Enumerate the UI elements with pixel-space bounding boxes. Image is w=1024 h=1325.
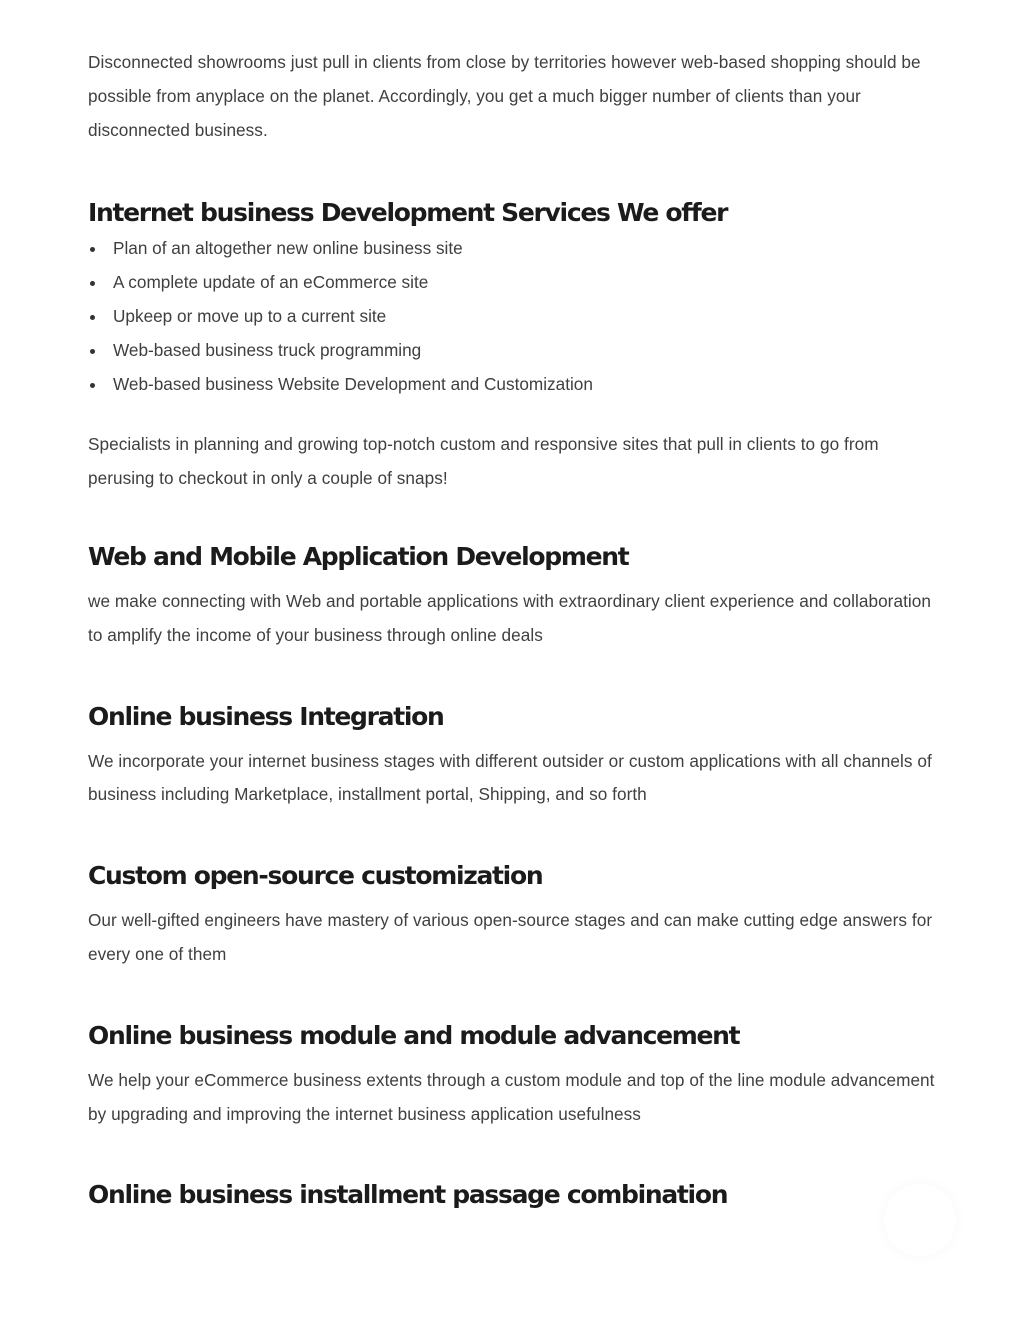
bullet-icon [90,247,95,252]
article-content [88,46,938,1212]
open-source-heading: Custom open-source customization [88,861,543,891]
bullet-icon [90,349,95,354]
list-item [88,266,938,300]
scroll-to-top-button[interactable] [884,1184,956,1256]
list-item [88,334,938,368]
services-list [88,232,938,401]
list-item [88,300,938,334]
module-heading: Online business module and module advancement [88,1020,740,1050]
integration-paragraph: We incorporate your internet business stages with different outsider or custom applications with all channels of business including Marketplace, installment portal, Shipping, and so forth [88,750,932,805]
list-item [88,232,938,266]
bullet-icon [90,315,95,320]
list-item-text: A complete update of an eCommerce site [113,272,429,293]
list-item-text: Web-based business Website Development and Customization [113,373,593,394]
list-item-text: Upkeep or move up to a current site [113,305,387,326]
integration-heading: Online business Integration [88,701,444,731]
web-mobile-heading: Web and Mobile Application Development [88,541,629,571]
list-item [88,368,938,402]
web-mobile-paragraph: we make connecting with Web and portable applications with extraordinary client experience and collaboration to amplify the income of your business through online deals [88,590,931,645]
services-heading: Internet business Development Services We offer [88,198,728,228]
open-source-paragraph: Our well-gifted engineers have mastery of various open-source stages and can make cutting edge answers for every one of them [88,910,933,964]
bullet-icon [90,281,95,286]
list-item-text: Web-based business truck programming [113,339,422,360]
intro-paragraph: Disconnected showrooms just pull in clients from close by territories however web-based shopping should be possible from anyplace on the planet. Accordingly, you get a much bigger number of clients than your disconnected business. [88,52,921,140]
module-paragraph: We help your eCommerce business extents through a custom module and top of the line module advancement by upgrading and improving the internet business application usefulness [88,1069,935,1124]
bullet-icon [90,383,95,388]
list-item-text: Plan of an altogether new online business site [113,238,463,259]
payment-heading: Online business installment passage combination [88,1180,728,1210]
services-paragraph: Specialists in planning and growing top-notch custom and responsive sites that pull in clients to go from perusing to checkout in only a couple of snaps! [88,434,879,489]
